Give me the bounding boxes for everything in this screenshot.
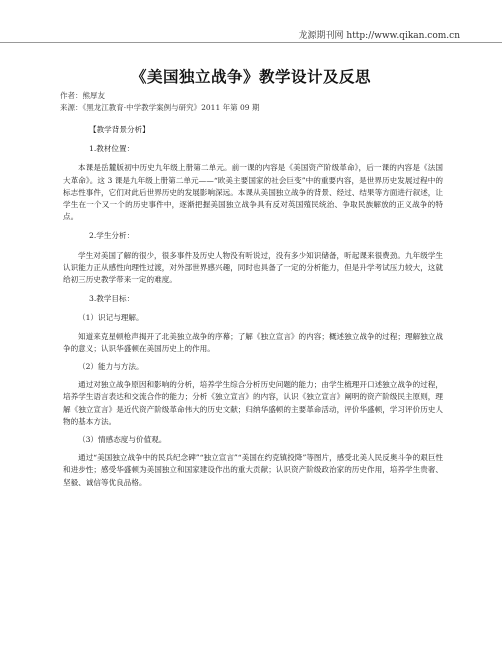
subheading-knowledge: （1）识记与理解。	[78, 313, 144, 323]
article-author: 作者：熊厚友	[60, 91, 105, 100]
section-heading-textbook: 1.教材位置：	[89, 144, 135, 154]
section-heading-students: 2.学生分析：	[89, 231, 135, 241]
header-divider	[0, 42, 502, 43]
paragraph-students: 学生对美国了解的很少，很多事件及历史人物没有听说过，没有多少知识储备，听起课来很费劲。九年级学生认识能力正从感性向理性过渡，对外部世界感兴趣，同时也具备了一定的分析能力，但是升学考试压力较大，这就给初三历史教学带来一定的难度。	[63, 250, 443, 285]
section-heading-background: 【教学背景分析】	[89, 125, 150, 134]
paragraph-knowledge: 知道来克星顿枪声揭开了北美独立战争的序幕；了解《独立宣言》的内容；概述独立战争的过程；理解独立战争的意义；认识华盛顿在美国历史上的作用。	[63, 331, 443, 353]
article-source: 来源：《黑龙江教育·中学教学案例与研究》2011 年第 09 期	[60, 103, 260, 112]
section-heading-goals: 3.教学目标：	[89, 294, 135, 304]
article-body	[63, 124, 443, 495]
paragraph-values: 通过“美国独立战争中的民兵纪念碑”“独立宣言”“美国在约克镇投降”等图片，感受北美人民反奥斗争的艰巨性和进步性；感受华盛顿为美国独立和国家建设作出的重大贡献；认识资产阶级政治家的历史作用，培养学生贵奢、坚毅、诚信等优良品格。	[63, 453, 444, 487]
subheading-values: （3）情感态度与价值观。	[78, 435, 167, 445]
article-title: 《美国独立战争》教学设计及反思	[130, 68, 371, 86]
paragraph-ability: 通过对独立战争原因和影响的分析，培养学生综合分析历史问题的能力；由学生梳理开口述独立战争的过程，培养学生语言表达和交流合作的能力；分析《独立宣言》的内容，认识《独立宣言》阐明的资产阶级民主原则，理解《独立宣言》是近代资产阶级革命伟大的历史文献；归纳华盛顿的主要革命活动，评价华盛顿，学习评价历史人物的基本方法。	[63, 380, 443, 426]
paragraph-textbook: 本课是岳麓版初中历史九年级上册第二单元。前一课的内容是《美国资产阶级革命》，后一课的内容是《法国大革命》。这 3 课是九年级上册第二单元——“欧美主要国家的社会巨变”中的重要内容，是世界历史发展过程中的标志性事件，它们对此后世界历史的发展影响深远。本课从美国独立战争的背景、经过、结果等方面进行叙述，让学生在一个又一个的历史事件中，逐渐把握美国独立战争具有反对英国殖民统治、争取民族解放的正义战争的特点。	[63, 163, 443, 222]
header-source: 龙源期刊网 http://www.qikan.com.cn	[298, 31, 460, 41]
subheading-ability: （2）能力与方法。	[78, 362, 144, 372]
